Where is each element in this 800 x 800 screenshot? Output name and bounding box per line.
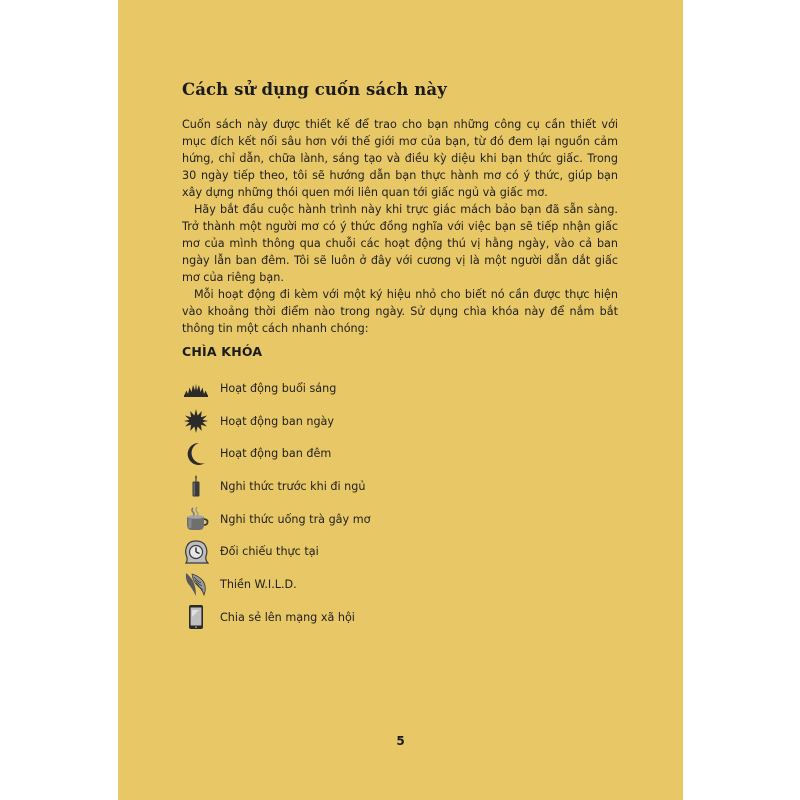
key-item-tea [182,503,482,536]
key-heading: CHÌA KHÓA [182,344,263,359]
key-item-wild [182,568,482,601]
key-item-daytime [182,405,482,438]
phone-icon [182,603,210,631]
key-item-morning [182,372,482,405]
key-item-night [182,437,482,470]
key-list [182,372,482,634]
key-label-bedtime: Nghi thức trước khi đi ngủ [220,479,366,493]
tea-cup-icon [182,505,210,533]
book-page [118,0,683,800]
sunrise-icon [182,374,210,402]
key-item-social [182,601,482,634]
candle-icon [182,472,210,500]
wings-icon [182,570,210,598]
paragraph-symbols: Mỗi hoạt động đi kèm với một ký hiệu nhỏ cho biết nó cần được thực hiện vào khoảng thời điểm nào trong ngày. Sử dụng chìa khóa này để nắm bắt thông tin một cách nhanh chóng: [182,288,618,335]
key-label-morning: Hoạt động buổi sáng [220,381,337,395]
page-title: Cách sử dụng cuốn sách này [182,80,447,99]
page-number: 5 [396,734,405,748]
key-label-wild: Thiền W.I.L.D. [220,577,297,591]
moon-icon [182,440,210,468]
key-label-daytime: Hoạt động ban ngày [220,414,335,428]
key-item-reality-check [182,535,482,568]
key-label-reality-check: Đối chiếu thực tại [220,545,319,559]
key-label-tea: Nghi thức uống trà gây mơ [220,512,371,526]
sun-icon [182,407,210,435]
key-item-bedtime [182,470,482,503]
paragraph-intro: Cuốn sách này được thiết kế để trao cho bạn những công cụ cần thiết với mục đích kết nối sâu hơn với thế giới mơ của bạn, từ đó đem lại nguồn cảm hứng, chỉ dẫn, chữa lành, sáng tạo và điều kỳ diệu khi bạn thức giấc. Trong 30 ngày tiếp theo, tôi sẽ hướng dẫn bạn thực hành mơ có ý thức, giúp bạn xây dựng những thói quen mới liên quan tới giấc ngủ và giấc mơ. [182,118,618,199]
key-label-social: Chia sẻ lên mạng xã hội [220,610,355,624]
key-label-night: Hoạt động ban đêm [220,447,332,461]
paragraph-journey: Hãy bắt đầu cuộc hành trình này khi trực giác mách bảo bạn đã sẵn sàng. Trở thành một người mơ có ý thức đồng nghĩa với việc bạn sẽ tiếp nhận giấc mơ của mình thông qua chuỗi các hoạt động thú vị hằng ngày, vào cả ban ngày lẫn ban đêm. Tôi sẽ luôn ở đây với cương vị là một người dẫn dắt giấc mơ của riêng bạn. [182,203,618,284]
body-text [182,116,618,337]
clock-icon [182,538,210,566]
